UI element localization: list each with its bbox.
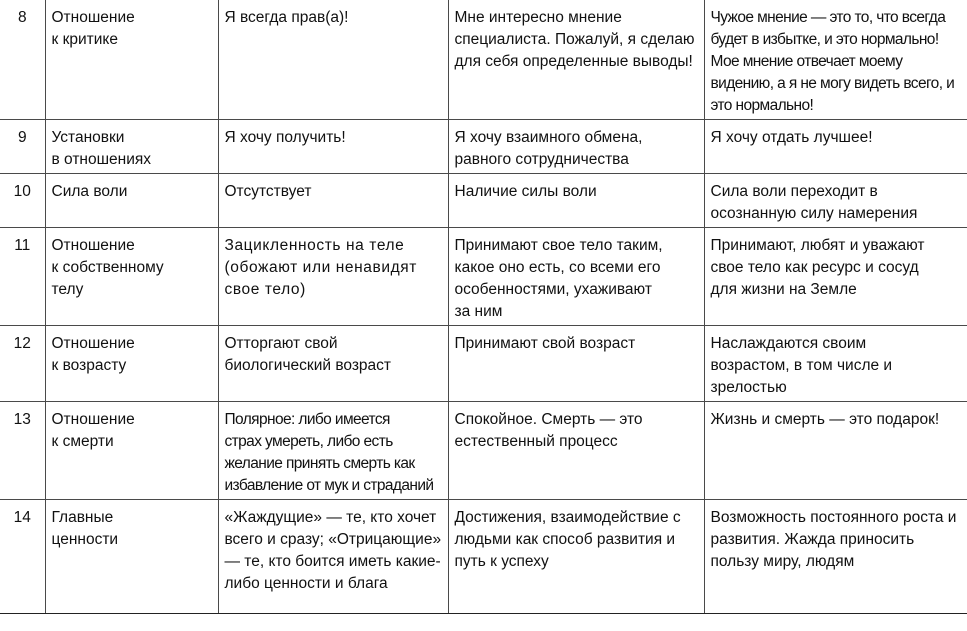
level3-cell: Наслаждаются своим возрастом, в том числе и зрелостью (704, 326, 967, 402)
level3-cell: Жизнь и смерть — это подарок! (704, 402, 967, 500)
level3-cell: Возможность постоянного роста и развития. Жажда приносить пользу миру, людям (704, 500, 967, 614)
level3-cell: Чужое мнение — это то, что всегда будет в избытке, и это нормально! Мое мнение отвечает моему видению, а я не могу видеть всего, и это нормально! (704, 0, 967, 120)
level2-cell: Мне интересно мнение специалиста. Пожалуй, я сделаю для себя определенные выводы! (448, 0, 704, 120)
row-number: 13 (0, 402, 45, 500)
aspect-cell: Установки в отношениях (45, 120, 218, 174)
level1-cell: Отторгают свой биологический возраст (218, 326, 448, 402)
row-number: 12 (0, 326, 45, 402)
aspect-cell: Сила воли (45, 174, 218, 228)
table-row (0, 0, 967, 120)
aspect-cell: Отношение к собственному телу (45, 228, 218, 326)
aspect-cell: Отношение к критике (45, 0, 218, 120)
row-number: 11 (0, 228, 45, 326)
level1-cell: Полярное: либо имеется страх умереть, либо есть желание принять смерть как избавление от мук и страданий (218, 402, 448, 500)
level2-cell: Спокойное. Смерть — это естественный процесс (448, 402, 704, 500)
level1-cell: «Жаждущие» — те, кто хочет всего и сразу; «Отрицающие» — те, кто боится иметь какие-либо ценности и блага (218, 500, 448, 614)
level3-cell: Принимают, любят и уважают свое тело как ресурс и сосуд для жизни на Земле (704, 228, 967, 326)
table-row (0, 402, 967, 500)
level1-cell: Я хочу получить! (218, 120, 448, 174)
table-row (0, 500, 967, 614)
level3-cell: Я хочу отдать лучшее! (704, 120, 967, 174)
level1-cell: Зацикленность на теле (обожают или ненавидят свое тело) (218, 228, 448, 326)
level1-cell: Отсутствует (218, 174, 448, 228)
table-row (0, 228, 967, 326)
level2-cell: Достижения, взаимодействие с людьми как способ развития и путь к успеху (448, 500, 704, 614)
row-number: 14 (0, 500, 45, 614)
row-number: 9 (0, 120, 45, 174)
level2-cell: Наличие силы воли (448, 174, 704, 228)
table-row (0, 326, 967, 402)
aspect-cell: Отношение к смерти (45, 402, 218, 500)
aspect-cell: Главные ценности (45, 500, 218, 614)
level2-cell: Я хочу взаимного обмена, равного сотрудничества (448, 120, 704, 174)
level1-cell: Я всегда прав(а)! (218, 0, 448, 120)
level3-cell: Сила воли переходит в осознанную силу намерения (704, 174, 967, 228)
aspect-cell: Отношение к возрасту (45, 326, 218, 402)
level2-cell: Принимают свое тело таким, какое оно есть, со всеми его особенностями, ухаживают за ним (448, 228, 704, 326)
level2-cell: Принимают свой возраст (448, 326, 704, 402)
row-number: 8 (0, 0, 45, 120)
row-number: 10 (0, 174, 45, 228)
table-row (0, 120, 967, 174)
table-row (0, 174, 967, 228)
